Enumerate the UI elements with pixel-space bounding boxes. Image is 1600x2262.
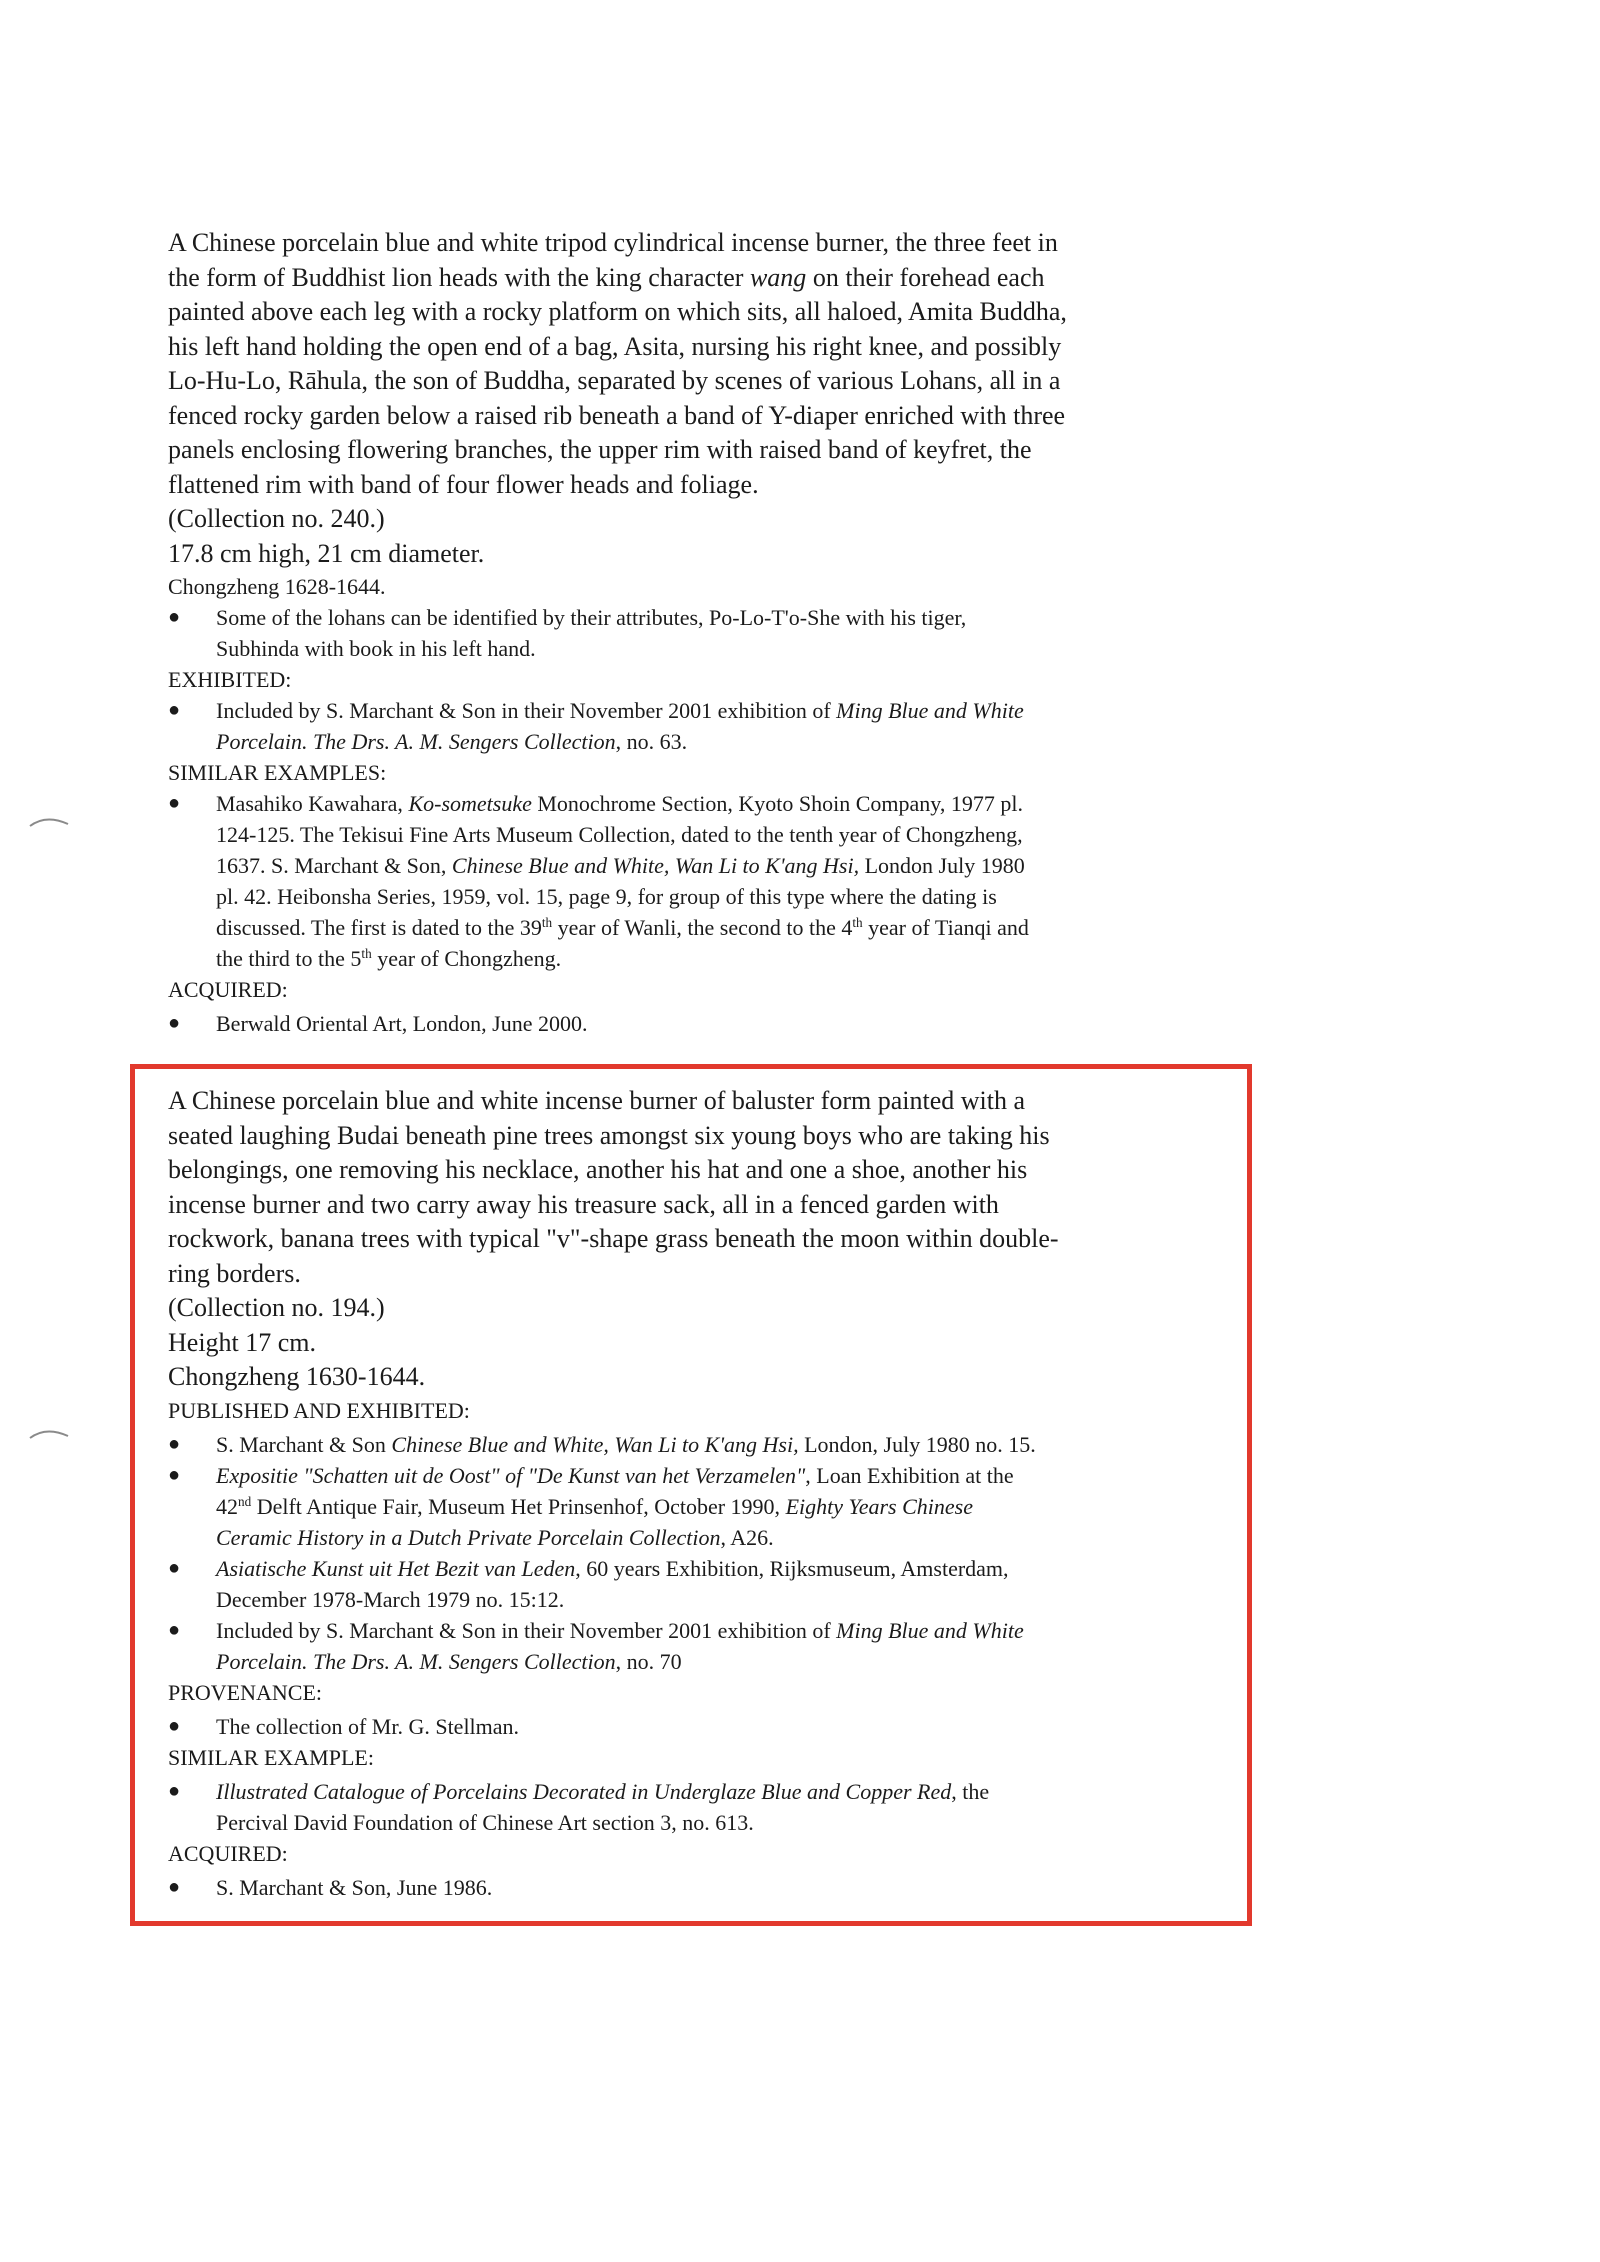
bullet-line: Porcelain. The Drs. A. M. Sengers Collection, no. 70 — [216, 1648, 682, 1674]
section-heading-similar-examples: SIMILAR EXAMPLES: — [168, 760, 387, 785]
bullet-line: discussed. The first is dated to the 39th year of Wanli, the second to the 4th year of Tianqi and — [216, 915, 1029, 940]
bullet-line: Included by S. Marchant & Son in their November 2001 exhibition of Ming Blue and White — [216, 1617, 1024, 1643]
bullet-icon: ● — [168, 1432, 181, 1455]
bullet-line: Illustrated Catalogue of Porcelains Decorated in Underglaze Blue and Copper Red, the — [216, 1778, 990, 1804]
description-line: his left hand holding the open end of a bag, Asita, nursing his right knee, and possibly — [168, 331, 1062, 361]
published-bullet — [168, 1460, 1248, 1553]
bullet-line: The collection of Mr. G. Stellman. — [216, 1713, 520, 1739]
bullet-icon: ● — [168, 1463, 181, 1486]
collection-number: (Collection no. 194.) — [168, 1293, 385, 1322]
similar-examples-bullet — [168, 788, 1248, 974]
bullet-icon: ● — [168, 699, 181, 721]
similar-example-bullet — [168, 1776, 1248, 1838]
section-heading-exhibited: EXHIBITED: — [168, 667, 292, 692]
acquired-bullet — [168, 1872, 1248, 1903]
section-heading-acquired: ACQUIRED: — [168, 1840, 288, 1866]
description-line: flattened rim with band of four flower heads and foliage. — [168, 469, 759, 499]
binder-mark-bottom — [28, 1424, 70, 1442]
description-line: seated laughing Budai beneath pine trees amongst six young boys who are taking his — [168, 1120, 1050, 1150]
description-line: A Chinese porcelain blue and white tripod cylindrical incense burner, the three feet in — [168, 228, 1058, 257]
section-heading-similar-example: SIMILAR EXAMPLE: — [168, 1744, 374, 1770]
published-bullet — [168, 1429, 1248, 1460]
description-line: rockwork, banana trees with typical "v"-shape grass beneath the moon within double- — [168, 1224, 1059, 1253]
bullet-line: December 1978-March 1979 no. 15:12. — [216, 1586, 565, 1612]
bullet-line: S. Marchant & Son, June 1986. — [216, 1874, 493, 1900]
period: Chongzheng 1630-1644. — [168, 1362, 426, 1391]
bullet-line: Subhinda with book in his left hand. — [216, 636, 536, 661]
bullet-line: Ceramic History in a Dutch Private Porcelain Collection, A26. — [216, 1524, 774, 1550]
bullet-icon: ● — [168, 1779, 181, 1802]
published-bullet — [168, 1553, 1248, 1615]
bullet-icon: ● — [168, 1714, 181, 1737]
section-heading-acquired: ACQUIRED: — [168, 977, 288, 1002]
published-bullet — [168, 1615, 1248, 1677]
entry-description — [168, 1084, 1248, 1291]
bullet-line: 124-125. The Tekisui Fine Arts Museum Collection, dated to the tenth year of Chongzheng, — [216, 822, 1023, 847]
bullet-icon: ● — [168, 792, 181, 814]
provenance-bullet — [168, 1711, 1248, 1742]
description-line: panels enclosing flowering branches, the upper rim with raised band of keyfret, the — [168, 435, 1032, 464]
bullet-line: Berwald Oriental Art, London, June 2000. — [216, 1011, 588, 1036]
bullet-line: Asiatische Kunst uit Het Bezit van Leden, 60 years Exhibition, Rijksmuseum, Amsterdam, — [216, 1555, 1009, 1581]
bullet-line: pl. 42. Heibonsha Series, 1959, vol. 15, page 9, for group of this type where the dating is — [216, 884, 997, 909]
bullet-line: 42nd Delft Antique Fair, Museum Het Prinsenhof, October 1990, Eighty Years Chinese — [216, 1493, 973, 1519]
bullet-line: Some of the lohans can be identified by their attributes, Po-Lo-T'o-She with his tiger, — [216, 605, 967, 630]
bullet-icon: ● — [168, 1012, 181, 1034]
section-heading-provenance: PROVENANCE: — [168, 1679, 323, 1705]
bullet-line: the third to the 5th year of Chongzheng. — [216, 946, 562, 971]
bullet-line: 1637. S. Marchant & Son, Chinese Blue and White, Wan Li to K'ang Hsi, London July 1980 — [216, 853, 1025, 878]
bullet-line: Expositie "Schatten uit de Oost" of "De Kunst van het Verzamelen", Loan Exhibition at the — [216, 1462, 1014, 1488]
description-line: Lo-Hu-Lo, Rāhula, the son of Buddha, separated by scenes of various Lohans, all in a — [168, 366, 1061, 395]
dimensions: 17.8 cm high, 21 cm diameter. — [168, 538, 485, 568]
description-line: A Chinese porcelain blue and white incense burner of baluster form painted with a — [168, 1086, 1026, 1115]
bullet-line: Masahiko Kawahara, Ko-sometsuke Monochrome Section, Kyoto Shoin Company, 1977 pl. — [216, 791, 1023, 816]
catalogue-entry-194 — [168, 1084, 1248, 1903]
entry-description — [168, 226, 1248, 502]
description-line: fenced rocky garden below a raised rib beneath a band of Y-diaper enriched with three — [168, 400, 1066, 430]
catalogue-entry-240 — [168, 226, 1248, 1039]
bullet-icon: ● — [168, 1556, 181, 1579]
bullet-line: Included by S. Marchant & Son in their November 2001 exhibition of Ming Blue and White — [216, 698, 1024, 723]
bullet-icon: ● — [168, 606, 181, 628]
bullet-line: Porcelain. The Drs. A. M. Sengers Collection, no. 63. — [216, 729, 688, 754]
description-line: ring borders. — [168, 1258, 301, 1288]
bullet-line: Percival David Foundation of Chinese Art section 3, no. 613. — [216, 1809, 754, 1835]
acquired-bullet — [168, 1008, 1248, 1039]
exhibited-bullet — [168, 695, 1248, 757]
binder-mark-top — [28, 812, 70, 830]
note-bullet — [168, 602, 1248, 664]
bullet-icon: ● — [168, 1618, 181, 1641]
bullet-line: S. Marchant & Son Chinese Blue and White, Wan Li to K'ang Hsi, London, July 1980 no. 15. — [216, 1431, 1036, 1457]
description-line: incense burner and two carry away his treasure sack, all in a fenced garden with — [168, 1189, 999, 1219]
dimensions: Height 17 cm. — [168, 1327, 317, 1357]
description-line: belongings, one removing his necklace, another his hat and one a shoe, another his — [168, 1155, 1028, 1184]
bullet-icon: ● — [168, 1875, 181, 1898]
period: Chongzheng 1628-1644. — [168, 574, 386, 599]
description-line: painted above each leg with a rocky platform on which sits, all haloed, Amita Buddha, — [168, 297, 1067, 326]
section-heading-published-and-exhibited: PUBLISHED AND EXHIBITED: — [168, 1397, 470, 1423]
collection-number: (Collection no. 240.) — [168, 504, 385, 533]
description-line: the form of Buddhist lion heads with the king character wang on their forehead each — [168, 262, 1045, 292]
